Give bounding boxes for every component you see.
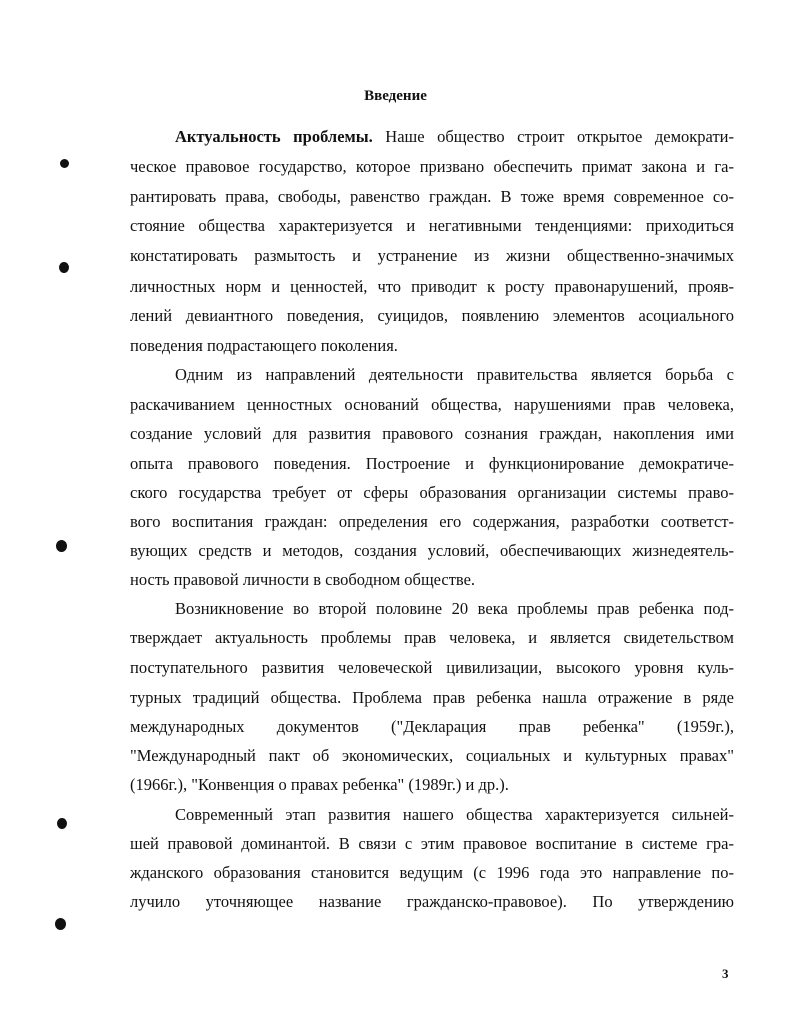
- scan-dot: [57, 818, 67, 829]
- paragraph-line: поступательного развития человеческой цивилизации, высокого уровня куль-: [130, 658, 734, 677]
- paragraph-line: шей правовой доминантой. В связи с этим правовое воспитание в системе гра-: [130, 834, 734, 853]
- paragraph-line: опыта правового поведения. Построение и функционирование демократиче-: [130, 454, 734, 473]
- paragraph-line: Актуальность проблемы. Наше общество строит открытое демократи-: [175, 127, 734, 146]
- paragraph-line: тверждает актуальность проблемы прав человека, и является свидетельством: [130, 628, 734, 647]
- paragraph-line: личностных норм и ценностей, что приводит к росту правонарушений, прояв-: [130, 277, 734, 296]
- paragraph-line: поведения подрастающего поколения.: [130, 336, 398, 355]
- paragraph-line: констатировать размытость и устранение из жизни общественно-значимых: [130, 246, 734, 265]
- lead-bold: Актуальность проблемы.: [175, 127, 373, 146]
- paragraph-line: (1966г.), "Конвенция о правах ребенка" (1989г.) и др.).: [130, 775, 509, 794]
- scan-dot: [59, 262, 69, 273]
- paragraph-line: ческое правовое государство, которое призвано обеспечить примат закона и га-: [130, 157, 734, 176]
- paragraph-line: ность правовой личности в свободном обществе.: [130, 570, 476, 589]
- paragraph-line: лений девиантного поведения, суицидов, появлению элементов асоциального: [130, 306, 734, 325]
- paragraph-line: Одним из направлений деятельности правительства является борьба с: [175, 365, 734, 384]
- paragraph-line: вующих средств и методов, создания условий, обеспечивающих жизнедеятель-: [130, 541, 734, 560]
- paragraph-line: рантировать права, свободы, равенство граждан. В тоже время современное со-: [130, 187, 734, 206]
- paragraph-line: лучило уточняющее название гражданско-правовое). По утверждению: [130, 892, 734, 911]
- page-number: 3: [722, 966, 729, 981]
- paragraph-line: вого воспитания граждан: определения его содержания, разработки соответст-: [130, 512, 734, 531]
- paragraph-line: раскачиванием ценностных оснований общества, нарушениями прав человека,: [130, 395, 734, 414]
- paragraph-line: Возникновение во второй половине 20 века проблемы прав ребенка под-: [175, 599, 734, 618]
- paragraph-line: стояние общества характеризуется и негативными тенденциями: приходиться: [130, 216, 734, 235]
- paragraph-line: Современный этап развития нашего общества характеризуется сильней-: [175, 805, 734, 824]
- paragraph-line: турных традиций общества. Проблема прав ребенка нашла отражение в ряде: [130, 688, 734, 707]
- paragraph-line: международных документов ("Декларация прав ребенка" (1959г.),: [130, 717, 734, 736]
- scan-dot: [56, 540, 67, 552]
- paragraph-line: "Международный пакт об экономических, социальных и культурных правах": [130, 746, 734, 765]
- paragraph-line: создание условий для развития правового сознания граждан, накопления ими: [130, 424, 734, 443]
- page-title: Введение: [364, 88, 427, 104]
- paragraph-line: ского государства требует от сферы образования организации системы право-: [130, 483, 734, 502]
- paragraph-line: жданского образования становится ведущим (с 1996 года это направление по-: [130, 863, 734, 882]
- scan-dot: [55, 918, 66, 930]
- scan-dot: [60, 159, 69, 168]
